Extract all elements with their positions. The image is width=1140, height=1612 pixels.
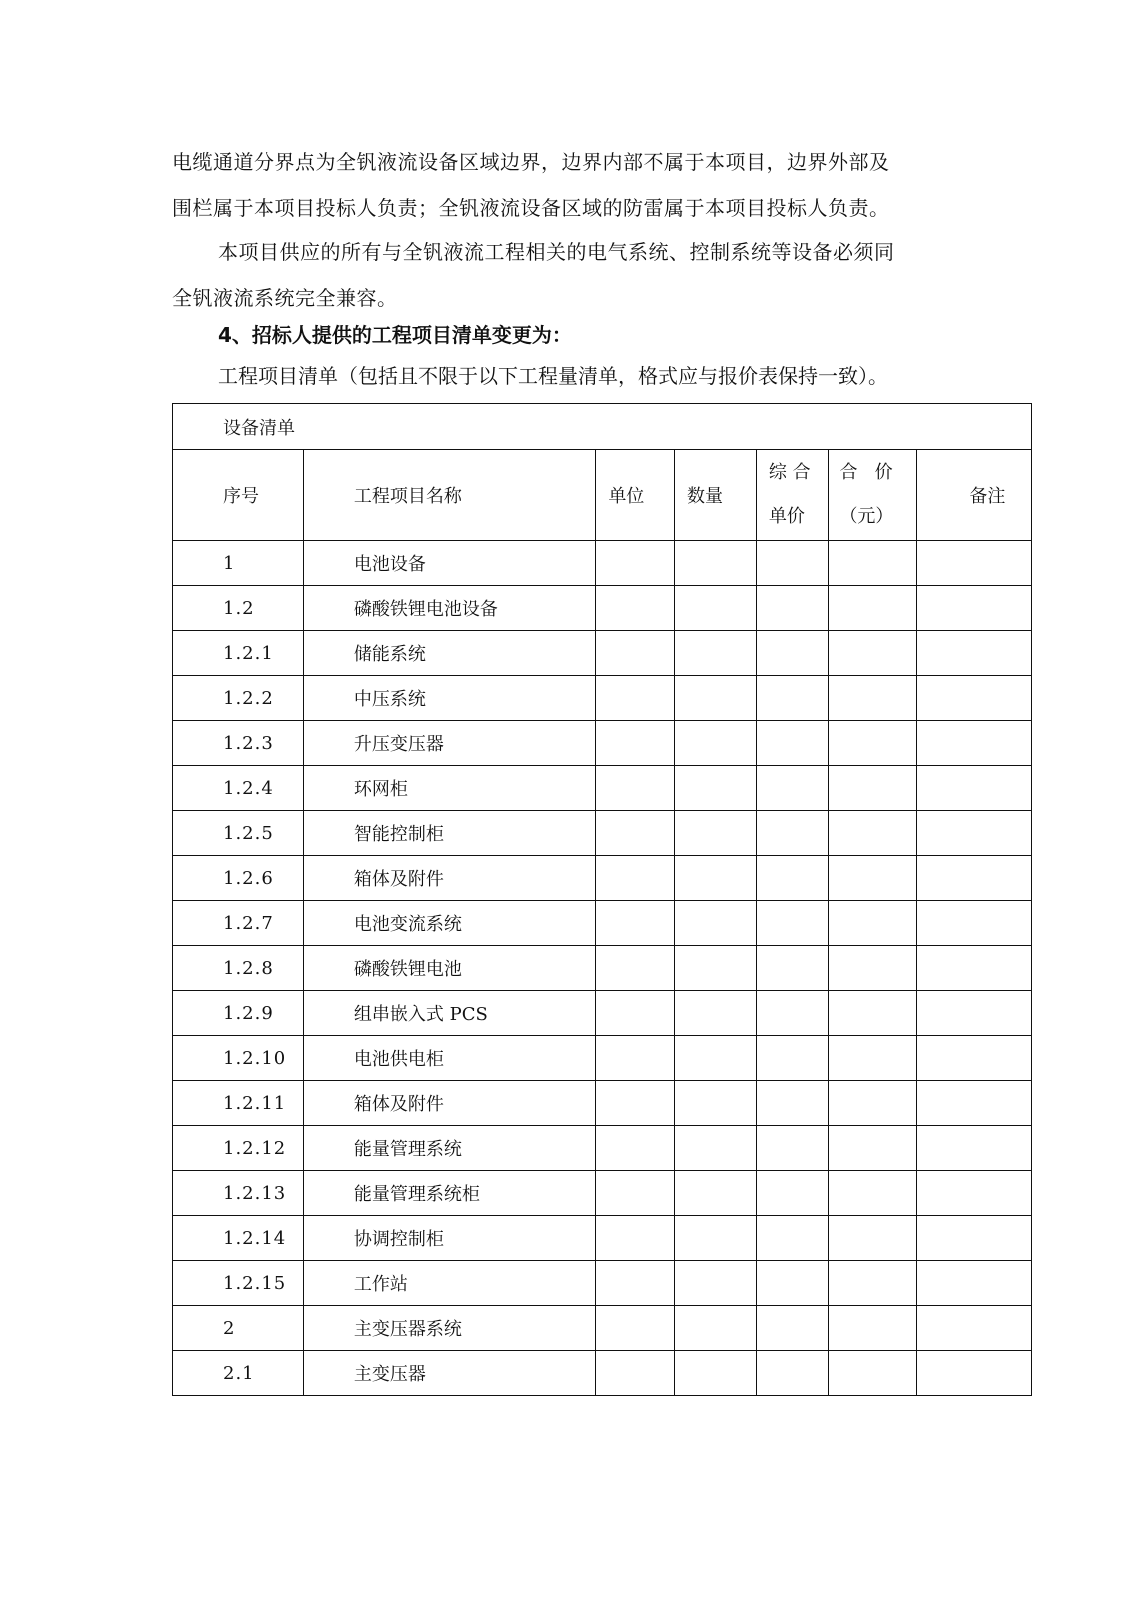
cell-name: 能量管理系统 bbox=[303, 1126, 595, 1171]
paragraph-line bbox=[172, 229, 972, 275]
cell-seq: 1.2.14 bbox=[173, 1216, 304, 1261]
table-header-row bbox=[173, 450, 1032, 541]
cell-total-price bbox=[829, 1081, 917, 1126]
cell-seq: 1.2.4 bbox=[173, 766, 304, 811]
cell-unit-price bbox=[756, 631, 829, 676]
table-row bbox=[173, 1261, 1032, 1306]
cell-unit-price bbox=[756, 1081, 829, 1126]
cell-name: 箱体及附件 bbox=[303, 856, 595, 901]
cell-name: 环网柜 bbox=[303, 766, 595, 811]
cell-total-price bbox=[829, 1126, 917, 1171]
cell-name: 电池供电柜 bbox=[303, 1036, 595, 1081]
cell-unit-price bbox=[756, 1261, 829, 1306]
cell-unit bbox=[596, 946, 675, 991]
table-row bbox=[173, 811, 1032, 856]
cell-unit-price bbox=[756, 676, 829, 721]
header-unit: 单位 bbox=[596, 450, 675, 541]
cell-unit bbox=[596, 1036, 675, 1081]
table-row bbox=[173, 1216, 1032, 1261]
table-row bbox=[173, 991, 1032, 1036]
cell-total-price bbox=[829, 1171, 917, 1216]
cell-qty bbox=[675, 946, 757, 991]
cell-unit bbox=[596, 586, 675, 631]
table-row bbox=[173, 721, 1032, 766]
table-row bbox=[173, 1081, 1032, 1126]
cell-unit bbox=[596, 1216, 675, 1261]
cell-unit-price bbox=[756, 991, 829, 1036]
intro-text: 工程项目清单（包括且不限于以下工程量清单，格式应与报价表保持一致）。 bbox=[218, 364, 888, 388]
cell-qty bbox=[675, 1351, 757, 1396]
cell-unit bbox=[596, 676, 675, 721]
cell-qty bbox=[675, 856, 757, 901]
cell-name: 电池变流系统 bbox=[303, 901, 595, 946]
table-title-row bbox=[173, 404, 1032, 450]
cell-unit-price bbox=[756, 811, 829, 856]
cell-unit-price bbox=[756, 1036, 829, 1081]
table-row bbox=[173, 856, 1032, 901]
cell-qty bbox=[675, 1126, 757, 1171]
cell-unit bbox=[596, 541, 675, 586]
cell-unit-price bbox=[756, 901, 829, 946]
cell-seq: 1.2.2 bbox=[173, 676, 304, 721]
section-heading: 4、招标人提供的工程项目清单变更为： bbox=[218, 323, 572, 347]
cell-name: 组串嵌入式 PCS bbox=[303, 991, 595, 1036]
table-row bbox=[173, 1126, 1032, 1171]
cell-seq: 1.2 bbox=[173, 586, 304, 631]
cell-note bbox=[917, 901, 1032, 946]
table-row bbox=[173, 676, 1032, 721]
cell-unit bbox=[596, 1351, 675, 1396]
table-row bbox=[173, 541, 1032, 586]
cell-name: 电池设备 bbox=[303, 541, 595, 586]
cell-unit-price bbox=[756, 766, 829, 811]
cell-qty bbox=[675, 586, 757, 631]
cell-name: 中压系统 bbox=[303, 676, 595, 721]
cell-total-price bbox=[829, 676, 917, 721]
cell-unit-price bbox=[756, 1306, 829, 1351]
cell-unit-price bbox=[756, 586, 829, 631]
cell-total-price bbox=[829, 586, 917, 631]
cell-name: 磷酸铁锂电池设备 bbox=[303, 586, 595, 631]
cell-qty bbox=[675, 1036, 757, 1081]
paragraph-compatibility bbox=[172, 229, 972, 321]
cell-total-price bbox=[829, 991, 917, 1036]
cell-total-price bbox=[829, 811, 917, 856]
paragraph-line: 全钒液流系统完全兼容。 bbox=[172, 286, 398, 310]
cell-unit bbox=[596, 721, 675, 766]
cell-note bbox=[917, 811, 1032, 856]
table-row bbox=[173, 946, 1032, 991]
cell-total-price bbox=[829, 1216, 917, 1261]
paragraph-line: 围栏属于本项目投标人负责；全钒液流设备区域的防雷属于本项目投标人负责。 bbox=[172, 196, 890, 220]
table-row bbox=[173, 1306, 1032, 1351]
cell-seq: 1.2.10 bbox=[173, 1036, 304, 1081]
cell-qty bbox=[675, 541, 757, 586]
cell-unit bbox=[596, 811, 675, 856]
cell-seq: 1.2.11 bbox=[173, 1081, 304, 1126]
cell-name: 协调控制柜 bbox=[303, 1216, 595, 1261]
header-note: 备注 bbox=[917, 450, 1032, 541]
cell-seq: 1.2.9 bbox=[173, 991, 304, 1036]
table-row bbox=[173, 901, 1032, 946]
cell-unit-price bbox=[756, 721, 829, 766]
cell-name: 磷酸铁锂电池 bbox=[303, 946, 595, 991]
cell-note bbox=[917, 1081, 1032, 1126]
cell-seq: 1.2.1 bbox=[173, 631, 304, 676]
cell-seq: 1.2.8 bbox=[173, 946, 304, 991]
cell-qty bbox=[675, 721, 757, 766]
cell-note bbox=[917, 676, 1032, 721]
cell-total-price bbox=[829, 1306, 917, 1351]
cell-qty bbox=[675, 811, 757, 856]
header-name: 工程项目名称 bbox=[303, 450, 595, 541]
cell-qty bbox=[675, 766, 757, 811]
table-row bbox=[173, 766, 1032, 811]
cell-total-price bbox=[829, 1351, 917, 1396]
cell-unit bbox=[596, 1171, 675, 1216]
paragraph-boundary bbox=[172, 139, 972, 231]
cell-total-price bbox=[829, 946, 917, 991]
header-unit-price-line2: 单价 bbox=[768, 506, 805, 527]
cell-unit-price bbox=[756, 1351, 829, 1396]
table-row bbox=[173, 586, 1032, 631]
table-title: 设备清单 bbox=[173, 404, 1032, 450]
cell-unit bbox=[596, 1261, 675, 1306]
cell-total-price bbox=[829, 1036, 917, 1081]
cell-total-price bbox=[829, 901, 917, 946]
cell-total-price bbox=[829, 721, 917, 766]
header-qty: 数量 bbox=[675, 450, 757, 541]
cell-unit bbox=[596, 856, 675, 901]
cell-name: 升压变压器 bbox=[303, 721, 595, 766]
cell-note bbox=[917, 1036, 1032, 1081]
table-row bbox=[173, 631, 1032, 676]
header-seq: 序号 bbox=[173, 450, 304, 541]
cell-unit-price bbox=[756, 541, 829, 586]
header-total-price bbox=[829, 450, 917, 541]
cell-note bbox=[917, 1171, 1032, 1216]
equipment-list-table bbox=[172, 403, 1032, 1396]
cell-seq: 1.2.5 bbox=[173, 811, 304, 856]
cell-unit-price bbox=[756, 1216, 829, 1261]
cell-note bbox=[917, 946, 1032, 991]
cell-seq: 2 bbox=[173, 1306, 304, 1351]
cell-unit-price bbox=[756, 1171, 829, 1216]
cell-note bbox=[917, 766, 1032, 811]
cell-name: 箱体及附件 bbox=[303, 1081, 595, 1126]
cell-seq: 1.2.15 bbox=[173, 1261, 304, 1306]
table-row bbox=[173, 1171, 1032, 1216]
cell-unit bbox=[596, 1126, 675, 1171]
paragraph-line-text: 本项目供应的所有与全钒液流工程相关的电气系统、控制系统等设备必须同 bbox=[218, 240, 895, 264]
cell-qty bbox=[675, 676, 757, 721]
cell-unit bbox=[596, 901, 675, 946]
cell-note bbox=[917, 721, 1032, 766]
cell-note bbox=[917, 1351, 1032, 1396]
cell-qty bbox=[675, 1081, 757, 1126]
cell-note bbox=[917, 541, 1032, 586]
cell-seq: 1.2.13 bbox=[173, 1171, 304, 1216]
table-body bbox=[173, 541, 1032, 1396]
cell-total-price bbox=[829, 541, 917, 586]
cell-note bbox=[917, 1306, 1032, 1351]
cell-note bbox=[917, 1261, 1032, 1306]
cell-name: 能量管理系统柜 bbox=[303, 1171, 595, 1216]
cell-seq: 1.2.3 bbox=[173, 721, 304, 766]
cell-unit bbox=[596, 631, 675, 676]
cell-name: 主变压器 bbox=[303, 1351, 595, 1396]
cell-unit bbox=[596, 1306, 675, 1351]
cell-qty bbox=[675, 631, 757, 676]
paragraph-line: 电缆通道分界点为全钒液流设备区域边界，边界内部不属于本项目，边界外部及 bbox=[172, 150, 890, 174]
cell-note bbox=[917, 991, 1032, 1036]
cell-seq: 2.1 bbox=[173, 1351, 304, 1396]
cell-qty bbox=[675, 991, 757, 1036]
cell-unit-price bbox=[756, 946, 829, 991]
cell-total-price bbox=[829, 631, 917, 676]
table-row bbox=[173, 1351, 1032, 1396]
header-unit-price-line1: 综 合 bbox=[768, 462, 811, 483]
cell-note bbox=[917, 1126, 1032, 1171]
cell-unit bbox=[596, 1081, 675, 1126]
cell-qty bbox=[675, 1171, 757, 1216]
table-row bbox=[173, 1036, 1032, 1081]
cell-seq: 1.2.12 bbox=[173, 1126, 304, 1171]
cell-unit-price bbox=[756, 1126, 829, 1171]
cell-name: 主变压器系统 bbox=[303, 1306, 595, 1351]
cell-unit bbox=[596, 991, 675, 1036]
cell-qty bbox=[675, 1261, 757, 1306]
cell-total-price bbox=[829, 766, 917, 811]
cell-unit-price bbox=[756, 856, 829, 901]
cell-note bbox=[917, 586, 1032, 631]
cell-note bbox=[917, 1216, 1032, 1261]
cell-name: 储能系统 bbox=[303, 631, 595, 676]
cell-total-price bbox=[829, 1261, 917, 1306]
cell-note bbox=[917, 631, 1032, 676]
header-unit-price bbox=[756, 450, 829, 541]
cell-seq: 1.2.6 bbox=[173, 856, 304, 901]
cell-total-price bbox=[829, 856, 917, 901]
cell-note bbox=[917, 856, 1032, 901]
cell-seq: 1 bbox=[173, 541, 304, 586]
cell-name: 智能控制柜 bbox=[303, 811, 595, 856]
cell-seq: 1.2.7 bbox=[173, 901, 304, 946]
header-total-price-line2: （元） bbox=[839, 506, 894, 527]
cell-qty bbox=[675, 901, 757, 946]
cell-name: 工作站 bbox=[303, 1261, 595, 1306]
cell-qty bbox=[675, 1306, 757, 1351]
cell-qty bbox=[675, 1216, 757, 1261]
cell-unit bbox=[596, 766, 675, 811]
header-total-price-line1: 合 价 bbox=[839, 462, 893, 483]
